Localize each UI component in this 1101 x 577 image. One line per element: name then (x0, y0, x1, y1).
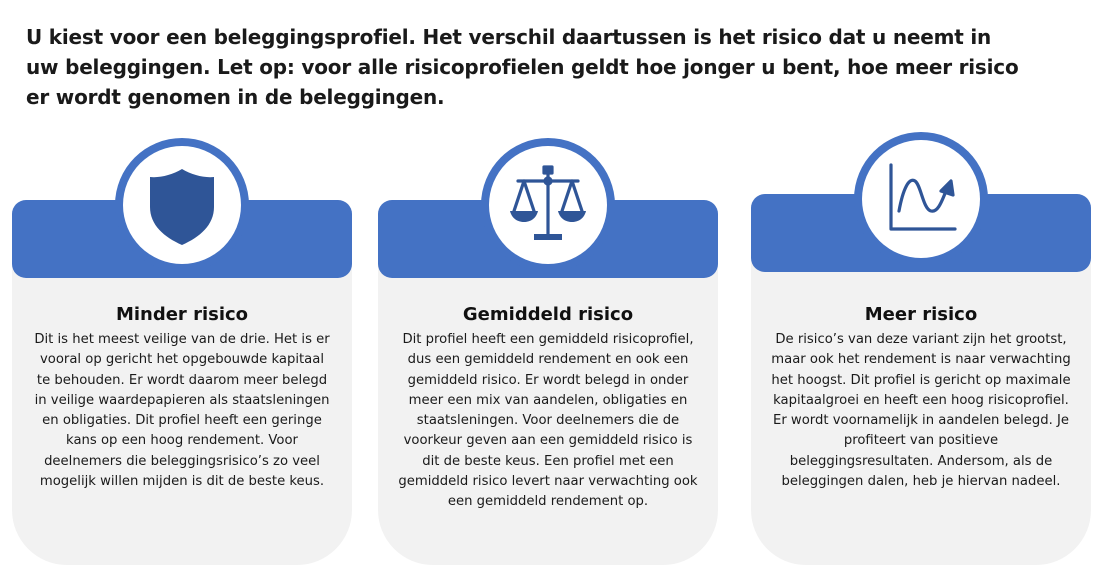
card-description: Dit profiel heeft een gemiddeld risicoprofiel, dus een gemiddeld rendement en ook een gemiddeld risico. Er wordt belegd in onder meer een mix van aandelen, obligaties en staatsleningen. Voor deelnemers die de voorkeur geven aan een gemiddeld risico is dit de beste keus. Een profiel met een gemiddeld risico levert naar verwachting ook een gemiddeld rendement op. (398, 332, 698, 510)
card-description: Dit is het meest veilige van de drie. Het is er vooral op gericht het opgebouwde kapitaal te behouden. Er wordt daarom meer belegd in veilige waardepapieren als staatsleningen en obligaties. Dit profiel heeft een geringe kans op een hoog rendement. Voor deelnemers die beleggingsrisico’s zo veel mogelijk willen mijden is dit de beste keus. (34, 332, 330, 490)
shield-icon (132, 155, 232, 255)
intro-text: U kiest voor een beleggingsprofiel. Het verschil daartussen is het risico dat u neemt in uw beleggingen. Let op: voor alle risicoprofielen geldt hoe jonger u bent, hoe meer risico er wordt genomen in de beleggingen. (26, 25, 1019, 109)
card-title: Meer risico (864, 304, 978, 325)
profile-card-medium-risk[interactable] (378, 200, 718, 565)
scales-icon (498, 155, 598, 255)
card-description: De risico’s van deze variant zijn het grootst, maar ook het rendement is naar verwachting het hoogst. Dit profiel is gericht op maximale kapitaalgroei en heeft een hoog risicoprofiel. Er wordt voornamelijk in aandelen belegd. Je profiteert van positieve beleggingsresultaten. Andersom, als de beleggingen dalen, heb je hiervan nadeel. (771, 332, 1071, 490)
card-title: Gemiddeld risico (462, 304, 634, 325)
growth-chart-icon (871, 149, 971, 249)
card-title: Minder risico (115, 304, 249, 325)
profile-card-high-risk[interactable] (751, 200, 1091, 565)
profile-card-low-risk[interactable] (12, 200, 352, 565)
